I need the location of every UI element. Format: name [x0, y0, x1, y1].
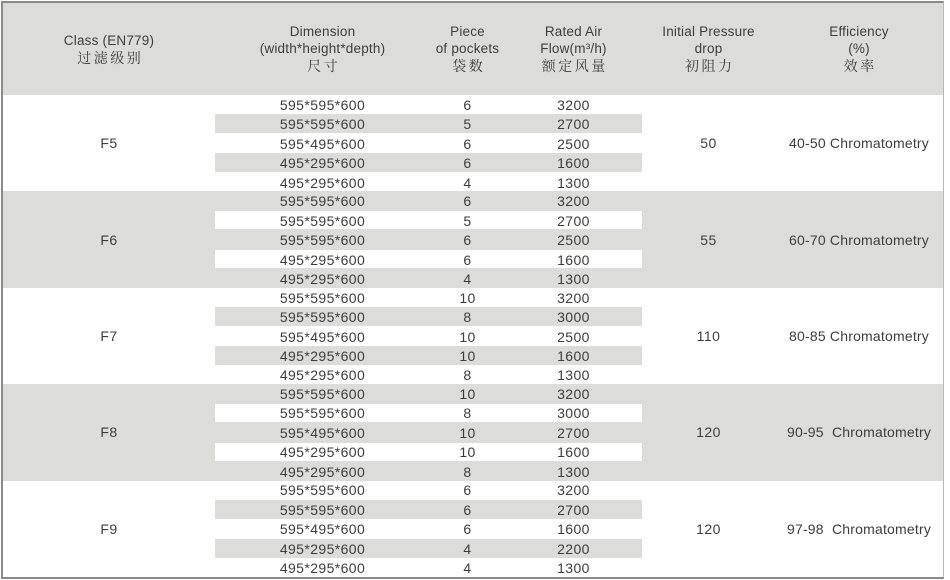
table-row [215, 499, 642, 519]
pressure-cell: 55 [700, 231, 717, 248]
header-class [3, 3, 215, 95]
dimension-cell: 595*595*600 [279, 482, 366, 499]
class-label: F9 [100, 520, 118, 537]
dimension-cell: 595*595*600 [279, 501, 366, 518]
airflow-cell: 3200 [557, 385, 590, 402]
dimension-cell: 595*495*600 [279, 328, 366, 345]
table-row [215, 423, 642, 441]
airflow-cell: 2500 [557, 232, 590, 249]
table-row [215, 191, 642, 209]
dimension-cell: 595*595*600 [279, 232, 366, 249]
airflow-cell: 2200 [557, 540, 590, 557]
header-pockets-zh: 袋数 [452, 58, 486, 74]
section-f5 [3, 95, 943, 191]
pockets-cell: 10 [459, 328, 476, 345]
efficiency-cell: 60-70 Chromatometry [789, 231, 929, 248]
table-row [215, 403, 642, 423]
pockets-cell: 10 [459, 348, 476, 364]
header-airflow [505, 3, 642, 95]
section-f8 [3, 384, 943, 480]
header-pressure-en: Initial Pressure [662, 24, 755, 39]
pockets-cell: 5 [463, 116, 472, 133]
efficiency-cell: 40-50 Chromatometry [789, 135, 929, 152]
efficiency-cell: 90-95 Chromatometry [786, 424, 932, 441]
pockets-cell: 10 [459, 424, 476, 441]
pockets-cell: 10 [459, 444, 476, 461]
table-row [215, 327, 642, 345]
dimension-cell: 595*595*600 [279, 289, 366, 306]
table-row [215, 95, 642, 113]
table-row [215, 442, 642, 462]
pressure-cell: 120 [696, 424, 721, 441]
dimension-cell: 595*495*600 [279, 424, 366, 441]
table-row [215, 230, 642, 248]
pockets-cell: 6 [463, 155, 472, 172]
table-body [3, 95, 943, 577]
dimension-cell: 495*295*600 [279, 174, 366, 191]
airflow-cell: 3200 [557, 482, 590, 499]
airflow-cell: 1300 [557, 271, 590, 288]
class-cell [3, 191, 215, 287]
class-cell [3, 384, 215, 480]
pressure-cell: 50 [700, 135, 717, 152]
pockets-cell: 4 [463, 560, 472, 577]
dimension-cell: 495*295*600 [279, 271, 366, 288]
size-rows [215, 95, 642, 191]
pockets-cell: 4 [463, 271, 472, 288]
header-pressure-en2: drop [694, 41, 723, 56]
table-header [3, 3, 943, 95]
dimension-cell: 495*295*600 [279, 251, 366, 268]
table-row [215, 345, 642, 365]
pockets-cell: 6 [463, 135, 472, 152]
pockets-cell: 6 [463, 521, 472, 538]
dimension-cell: 595*495*600 [279, 135, 366, 152]
pockets-cell: 10 [459, 385, 476, 402]
dimension-cell: 495*295*600 [279, 444, 366, 461]
class-label: F8 [100, 424, 118, 441]
size-rows [215, 191, 642, 287]
table-row [215, 210, 642, 230]
table-row [215, 306, 642, 326]
table-row [215, 384, 642, 402]
header-efficiency-en2: (%) [848, 41, 870, 56]
pockets-cell: 4 [463, 174, 472, 191]
airflow-cell: 2500 [557, 328, 590, 345]
dimension-cell: 595*495*600 [279, 521, 366, 538]
header-pockets-en2: of pockets [435, 41, 500, 56]
header-efficiency [775, 3, 943, 95]
airflow-cell: 3200 [557, 96, 590, 113]
dimension-cell: 495*295*600 [279, 367, 366, 384]
pockets-cell: 6 [463, 232, 472, 249]
table-row [215, 269, 642, 287]
size-rows [215, 384, 642, 480]
pockets-cell: 6 [463, 193, 472, 210]
dimension-cell: 595*595*600 [279, 116, 366, 133]
table-row [215, 538, 642, 558]
efficiency-cell: 80-85 Chromatometry [789, 328, 929, 345]
airflow-cell: 1600 [557, 521, 590, 538]
header-efficiency-en: Efficiency [829, 24, 889, 39]
section-f7 [3, 288, 943, 384]
table-row [215, 113, 642, 133]
filter-spec-table [1, 1, 944, 579]
class-label: F7 [100, 328, 118, 345]
table-row [215, 173, 642, 191]
header-dimension-en2: (width*height*depth) [259, 41, 386, 56]
table-row [215, 152, 642, 172]
class-cell [3, 288, 215, 384]
size-rows [215, 288, 642, 384]
airflow-cell: 1300 [557, 367, 590, 384]
pressure-cell: 120 [696, 520, 721, 537]
airflow-cell: 1600 [557, 444, 590, 461]
dimension-cell: 595*595*600 [279, 96, 366, 113]
pockets-cell: 8 [463, 367, 472, 384]
table-row [215, 462, 642, 480]
dimension-cell: 495*295*600 [279, 560, 366, 577]
header-dimension [215, 3, 430, 95]
efficiency-cell: 97-98 Chromatometry [786, 520, 932, 537]
dimension-cell: 595*595*600 [279, 385, 366, 402]
pockets-cell: 8 [463, 309, 472, 326]
airflow-cell: 2700 [557, 212, 590, 229]
airflow-cell: 1600 [557, 251, 590, 268]
dimension-cell: 495*295*600 [279, 540, 366, 557]
table-row [215, 481, 642, 499]
dimension-cell: 595*595*600 [279, 212, 366, 229]
pockets-cell: 10 [459, 289, 476, 306]
table-row [215, 249, 642, 269]
class-cell [3, 95, 215, 191]
dimension-cell: 495*295*600 [279, 348, 366, 364]
dimension-cell: 595*595*600 [279, 405, 366, 422]
class-label: F6 [100, 231, 118, 248]
pockets-cell: 8 [463, 463, 472, 480]
airflow-cell: 1300 [557, 463, 590, 480]
airflow-cell: 3000 [557, 309, 590, 326]
header-dimension-en: Dimension [289, 24, 356, 39]
table-row [215, 134, 642, 152]
airflow-cell: 2500 [557, 135, 590, 152]
header-airflow-zh: 额定风量 [541, 58, 608, 74]
airflow-cell: 2700 [557, 424, 590, 441]
header-dimension-zh: 尺寸 [307, 58, 341, 74]
table-row [215, 520, 642, 538]
airflow-cell: 3200 [557, 193, 590, 210]
airflow-cell: 2700 [557, 501, 590, 518]
table-row [215, 559, 642, 577]
pockets-cell: 6 [463, 482, 472, 499]
header-class-en: Class (EN779) [63, 32, 155, 48]
header-pockets [430, 3, 505, 95]
pockets-cell: 4 [463, 540, 472, 557]
airflow-cell: 1600 [557, 155, 590, 172]
header-airflow-en: Rated Air [544, 24, 603, 39]
class-cell [3, 481, 215, 577]
dimension-cell: 495*295*600 [279, 463, 366, 480]
dimension-cell: 495*295*600 [279, 155, 366, 172]
header-efficiency-zh: 效率 [843, 58, 877, 74]
header-class-zh: 过滤级别 [77, 49, 144, 66]
pockets-cell: 6 [463, 96, 472, 113]
pockets-cell: 6 [463, 501, 472, 518]
header-airflow-en2: Flow(m³/h) [540, 41, 607, 56]
header-pressure [642, 3, 775, 95]
airflow-cell: 1300 [557, 174, 590, 191]
dimension-cell: 595*595*600 [279, 309, 366, 326]
pockets-cell: 6 [463, 251, 472, 268]
table-row [215, 288, 642, 306]
header-pockets-en: Piece [450, 24, 485, 39]
size-rows [215, 481, 642, 577]
header-pressure-zh: 初阻力 [685, 58, 735, 74]
section-f6 [3, 191, 943, 287]
class-label: F5 [100, 135, 118, 152]
pockets-cell: 5 [463, 212, 472, 229]
airflow-cell: 1300 [557, 560, 590, 577]
section-f9 [3, 481, 943, 577]
table-row [215, 366, 642, 384]
airflow-cell: 3000 [557, 405, 590, 422]
pockets-cell: 8 [463, 405, 472, 422]
airflow-cell: 3200 [557, 289, 590, 306]
airflow-cell: 2700 [557, 116, 590, 133]
dimension-cell: 595*595*600 [279, 193, 366, 210]
airflow-cell: 1600 [557, 348, 590, 364]
pressure-cell: 110 [696, 328, 721, 345]
